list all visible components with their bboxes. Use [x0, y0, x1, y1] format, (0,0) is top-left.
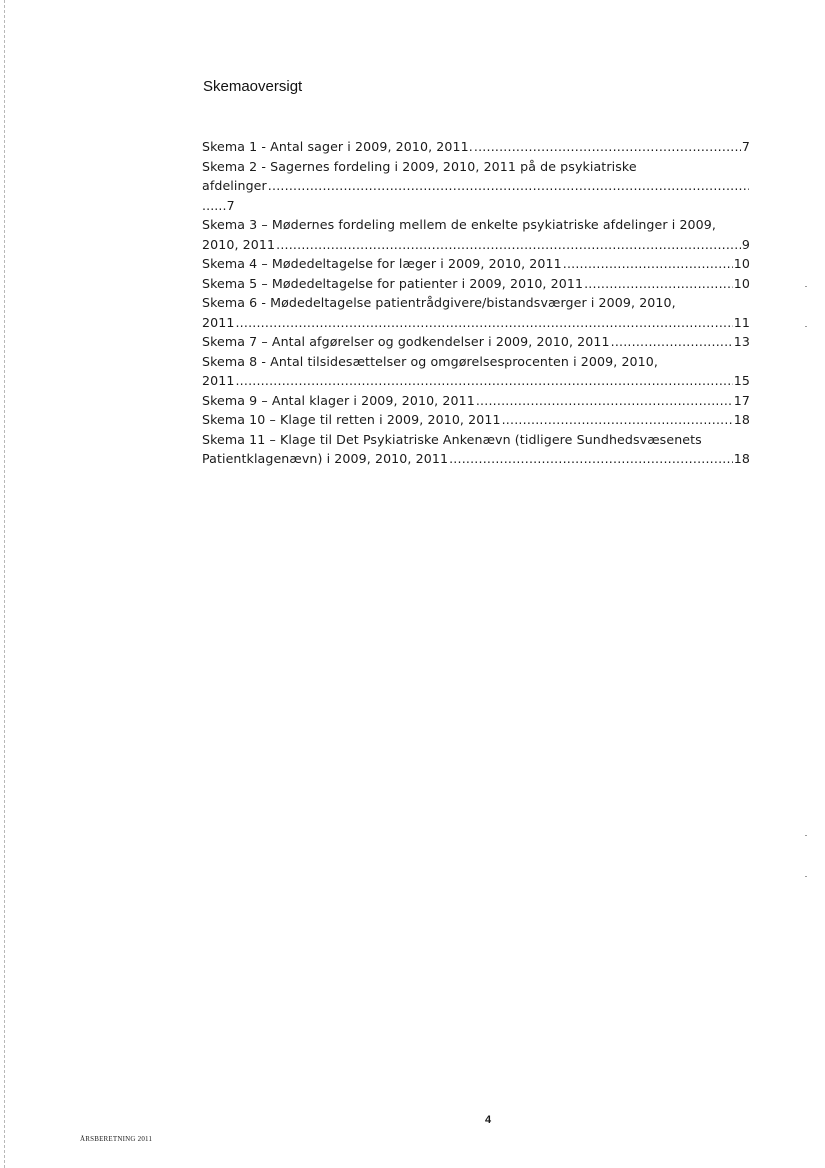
footer-label: ÅRSBERETNING 2011: [80, 1135, 153, 1143]
toc-leader-dots: [584, 274, 733, 294]
scan-speck: [805, 286, 807, 287]
toc-entry-title: Skema 7 – Antal afgørelser og godkendelser i 2009, 2010, 2011: [202, 334, 610, 349]
toc-entry-page: 10: [733, 256, 750, 271]
toc-entry-page: 18: [733, 412, 750, 427]
toc-entry-page: 15: [733, 373, 750, 388]
toc-entry-title[interactable]: Skema 11 – Klage til Det Psykiatriske Ankenævn (tidligere Sundhedsvæsenets: [202, 431, 702, 447]
toc-entry-page: 7: [741, 139, 750, 154]
toc-entry-title: Skema 10 – Klage til retten i 2009, 2010, 2011: [202, 412, 501, 427]
toc-entry-page: 11: [733, 314, 750, 330]
left-margin-line: [4, 0, 5, 1168]
toc-entry[interactable]: [202, 254, 750, 274]
toc-entry-page: 17: [733, 392, 750, 408]
toc-entry-page: 10: [733, 275, 750, 291]
toc-leader-dots: [268, 176, 749, 196]
toc-entry-title[interactable]: Skema 8 - Antal tilsidesættelser og omgørelsesprocenten i 2009, 2010,: [202, 353, 659, 369]
scan-speck: [805, 835, 807, 836]
toc-entry-title: Skema 1 - Antal sager i 2009, 2010, 2011.: [202, 139, 473, 154]
toc-entry-page: 18: [733, 451, 750, 466]
toc-entry-title[interactable]: Skema 3 – Mødernes fordeling mellem de enkelte psykiatriske afdelinger i 2009,: [202, 217, 716, 232]
toc-entry-continuation[interactable]: [202, 176, 750, 196]
toc-entry-continuation-text: 2010, 2011: [202, 236, 276, 252]
toc-entry[interactable]: [202, 137, 750, 157]
toc-entry-page: ......7: [202, 197, 235, 213]
toc-leader-dots: [474, 137, 741, 157]
scan-speck: [805, 326, 807, 327]
page-title: Skemaoversigt: [203, 78, 303, 95]
table-of-contents: [202, 137, 750, 469]
toc-entry-continuation[interactable]: [202, 449, 750, 469]
toc-entry-continuation-text: Patientklagenævn) i 2009, 2010, 2011: [202, 451, 449, 466]
toc-leader-dots: [235, 371, 732, 391]
toc-entry[interactable]: [202, 274, 750, 294]
toc-entry-page: 9: [741, 236, 750, 252]
scan-speck: [805, 876, 807, 877]
toc-leader-dots: [235, 313, 732, 333]
toc-entry-title: Skema 5 – Mødedeltagelse for patienter i 2009, 2010, 2011: [202, 275, 584, 291]
toc-entry-continuation[interactable]: [202, 235, 750, 255]
toc-leader-dots: [449, 449, 733, 469]
toc-leader-dots: [563, 254, 733, 274]
toc-leader-dots: [502, 410, 733, 430]
toc-entry-title[interactable]: Skema 6 - Mødedeltagelse patientrådgivere/bistandsværger i 2009, 2010,: [202, 295, 676, 310]
toc-entry-continuation-text: 2011: [202, 373, 235, 388]
toc-leader-dots: [611, 332, 733, 352]
toc-entry-continuation-text: 2011: [202, 314, 235, 330]
page-number: 4: [485, 1114, 492, 1126]
toc-entry-title[interactable]: Skema 2 - Sagernes fordeling i 2009, 2010, 2011 på de psykiatriske: [202, 158, 637, 174]
toc-entry[interactable]: [202, 391, 750, 411]
toc-entry[interactable]: [202, 332, 750, 352]
toc-entry[interactable]: [202, 410, 750, 430]
toc-entry-title: Skema 9 – Antal klager i 2009, 2010, 2011: [202, 392, 475, 408]
toc-entry-title: Skema 4 – Mødedeltagelse for læger i 2009, 2010, 2011: [202, 256, 562, 271]
toc-leader-dots: [476, 391, 733, 411]
toc-entry-continuation[interactable]: [202, 313, 750, 333]
toc-entry-page: 13: [733, 334, 750, 349]
toc-entry-continuation-text: afdelinger: [202, 178, 267, 193]
toc-entry-continuation[interactable]: [202, 371, 750, 391]
toc-leader-dots: [276, 235, 741, 255]
